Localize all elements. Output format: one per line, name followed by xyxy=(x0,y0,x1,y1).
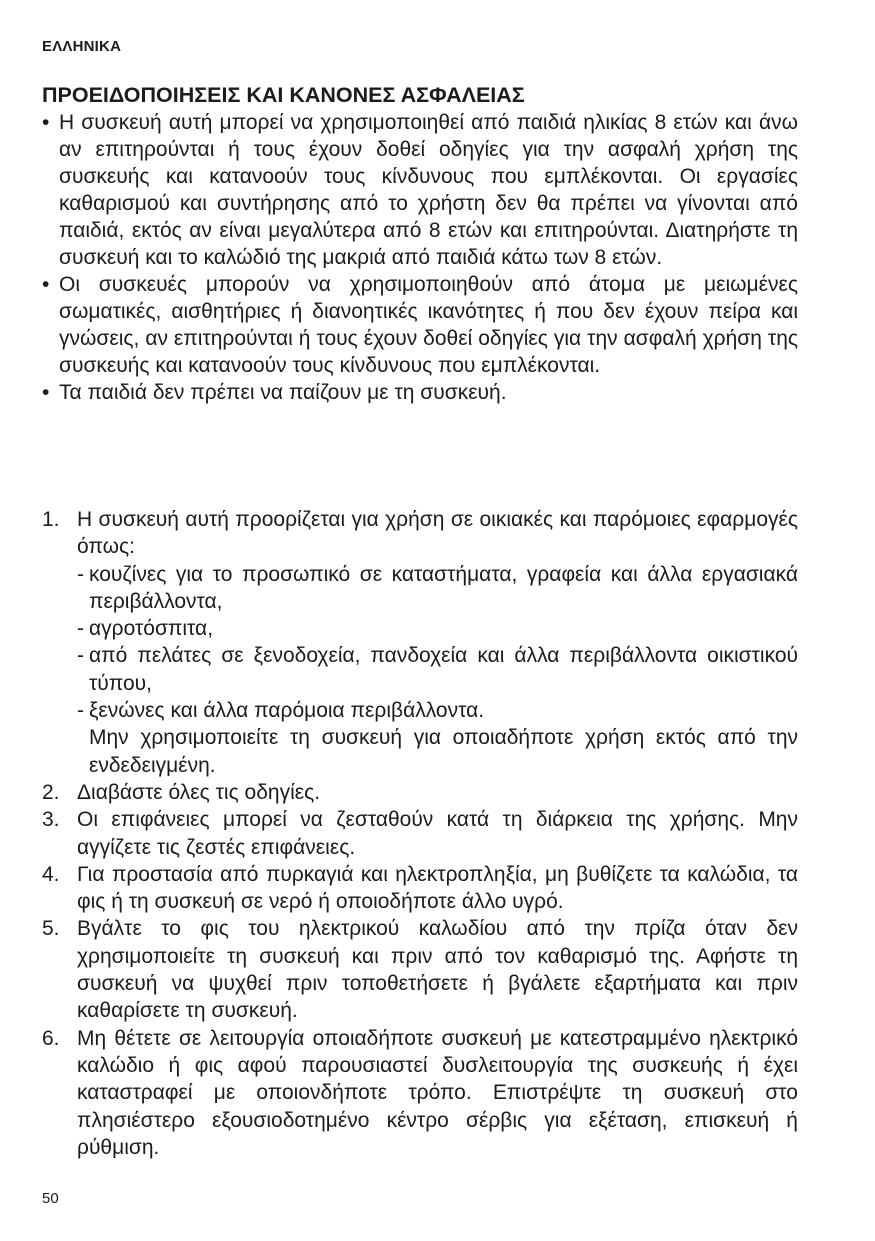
bullet-text: Τα παιδιά δεν πρέπει να παίζουν με τη συσκευή. xyxy=(59,381,507,404)
bullet-item xyxy=(42,271,798,379)
dash-marker: - xyxy=(77,617,84,641)
numbered-item xyxy=(42,506,798,779)
bullet-marker: • xyxy=(42,111,50,134)
dash-text: αγροτόσπιτα, xyxy=(89,617,214,641)
item-text: Διαβάστε όλες τις οδηγίες. xyxy=(77,780,321,804)
dash-text: κουζίνες για το προσωπικό σε καταστήματα, γραφεία και άλλα εργασιακά περιβάλλοντα, xyxy=(89,562,798,613)
dash-item xyxy=(77,697,798,724)
dash-item xyxy=(77,561,798,616)
dash-marker: - xyxy=(77,699,84,723)
numbered-item xyxy=(42,806,798,861)
item-text: Μη θέτετε σε λειτουργία οποιαδήποτε συσκευή με κατεστραμμένο ηλεκτρικό καλώδιο ή φις αφού παρουσιαστεί δυσλειτουργία της συσκευής ή έχει καταστραφεί με οποιονδήποτε τρόπο. Επιστρέψτε τη συσκευή στο πλησιέστερο εξουσιοδοτημένο κέντρο σέρβις για εξέταση, επισκευή ή ρύθμιση. xyxy=(77,1026,798,1159)
numbered-item xyxy=(42,779,798,806)
bullet-text: Οι συσκευές μπορούν να χρησιμοποιηθούν από άτομα με μειωμένες σωματικές, αισθητήριες ή διανοητικές ικανότητες ή που δεν έχουν πείρα και γνώσεις, αν επιτηρούνται ή τους έχουν δοθεί οδηγίες για την ασφαλή χρήση της συσκευής και κατανοούν τους κίνδυνους που εμπλέκονται. xyxy=(59,273,798,377)
bullet-item xyxy=(42,379,798,406)
bullet-marker: • xyxy=(42,381,50,404)
item-text: Οι επιφάνειες μπορεί να ζεσταθούν κατά τη διάρκεια της χρήσης. Μην αγγίζετε τις ζεστές επιφάνειες. xyxy=(77,808,798,859)
item-number: 3. xyxy=(42,808,60,832)
numbered-item xyxy=(42,1025,798,1161)
section-title: ΠΡΟΕΙΔΟΠΟΙΗΣΕΙΣ ΚΑΙ ΚΑΝΟΝΕΣ ΑΣΦΑΛΕΙΑΣ xyxy=(42,83,525,107)
dash-marker: - xyxy=(77,644,84,668)
bullet-item xyxy=(42,109,798,271)
numbered-item xyxy=(42,861,798,916)
page-number: 50 xyxy=(42,1190,59,1207)
item-number: 6. xyxy=(42,1026,60,1050)
item-text: Βγάλτε το φις του ηλεκτρικού καλωδίου από την πρίζα όταν δεν χρησιμοποιείτε τη συσκευή και πριν από τον καθαρισμό της. Αφήστε τη συσκευή να ψυχθεί πριν τοποθετήσετε ή βγάλετε εξαρτήματα και πριν καθαρίσετε τη συσκευή. xyxy=(77,917,798,1023)
bullet-marker: • xyxy=(42,273,50,296)
safety-bullet-list xyxy=(42,109,798,406)
dash-marker: - xyxy=(77,562,84,586)
item-text: Η συσκευή αυτή προορίζεται για χρήση σε οικιακές και παρόμοιες εφαρμογές όπως: xyxy=(77,508,798,559)
item-number: 4. xyxy=(42,862,60,886)
numbered-item xyxy=(42,915,798,1024)
dash-item xyxy=(77,642,798,697)
item-number: 1. xyxy=(42,508,60,531)
dash-text: ξενώνες και άλλα παρόμοια περιβάλλοντα. xyxy=(89,699,485,723)
dash-item xyxy=(77,615,798,642)
usage-note: Μην χρησιμοποιείτε τη συσκευή για οποιαδήποτε χρήση εκτός από την ενδεδειγμένη. xyxy=(89,726,798,777)
item-number: 5. xyxy=(42,917,60,941)
item-number: 2. xyxy=(42,780,60,804)
numbered-instruction-list xyxy=(42,506,798,1161)
dash-text: από πελάτες σε ξενοδοχεία, πανδοχεία και άλλα περιβάλλοντα οικιστικού τύπου, xyxy=(89,644,798,695)
language-label: ΕΛΛΗΝΙΚΑ xyxy=(42,38,122,55)
item-text: Για προστασία από πυρκαγιά και ηλεκτροπληξία, μη βυθίζετε τα καλώδια, τα φις ή τη συσκευή σε νερό ή οποιοδήποτε άλλο υγρό. xyxy=(77,862,798,914)
bullet-text: Η συσκευή αυτή μπορεί να χρησιμοποιηθεί από παιδιά ηλικίας 8 ετών και άνω αν επιτηρούνται ή τους έχουν δοθεί οδηγίες για την ασφαλή χρήση της συσκευής και κατανοούν τους κίνδυνους που εμπλέκονται. Οι εργασίες καθαρισμού και συντήρησης από το χρήστη δεν θα πρέπει να γίνονται από παιδιά, εκτός αν είναι μεγαλύτερα από 8 ετών και επιτηρούνται. Διατηρήστε τη συσκευή και το καλώδιό της μακριά από παιδιά κάτω των 8 ετών. xyxy=(59,111,798,269)
